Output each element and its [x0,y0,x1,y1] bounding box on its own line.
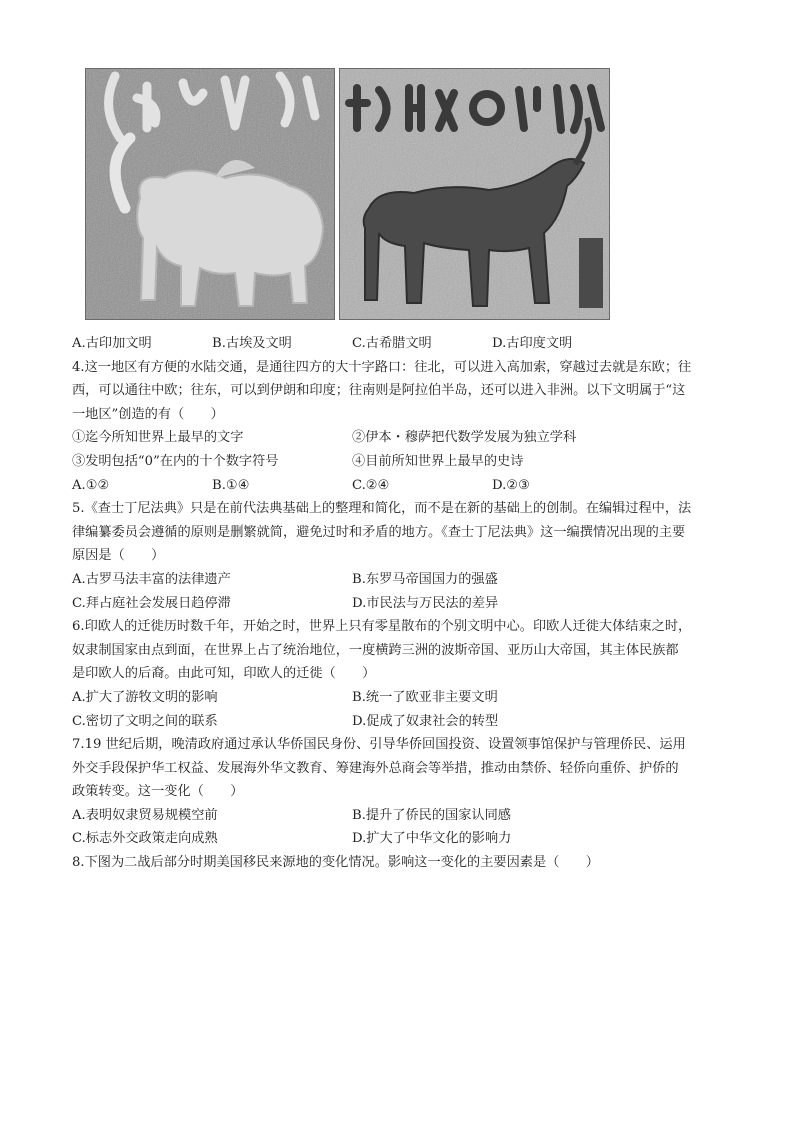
q6-option-b[interactable]: B.统一了欧亚非主要文明 [352,689,498,705]
q5-stem-line: 律编纂委员会遵循的原则是删繁就简，避免过时和矛盾的地方。《查士丁尼法典》这一编撰情况出现的主要 [72,524,686,540]
q6-stem-line: 6.印欧人的迁徙历时数千年，开始之时，世界上只有零星散布的个别文明中心。印欧人迁徙大体结束之时， [72,619,692,635]
q6-stem-line: 奴隶制国家由点到面，在世界上占了统治地位，一度横跨三洲的波斯帝国、亚历山大帝国，其主体民族都 [72,642,679,658]
q7-options-row [72,827,727,851]
q5-option-d[interactable]: D.市民法与万民法的差异 [352,595,499,611]
q6-stem [72,615,727,686]
seal-figure [85,68,610,320]
q6-option-a[interactable]: A.扩大了游牧文明的影响 [72,689,218,705]
q3-option-d[interactable]: D.古印度文明 [492,336,573,351]
q7-options-row [72,804,727,828]
q4-stem-line: 一地区”创造的有（ ） [72,406,224,422]
q5-stem-line: 5.《查士丁尼法典》只是在前代法典基础上的整理和简化，而不是在新的基础上的创制。在编辑过程中，法 [72,501,692,517]
right-seal-image [339,68,610,320]
q7-stem-line: 外交手段保护华工权益、发展海外华文教育、筹建海外总商会等举措，推动由禁侨、轻侨向重侨、护侨的 [72,760,679,776]
q5-stem [72,497,727,568]
left-seal-image [85,68,335,320]
q7-option-c[interactable]: C.标志外交政策走向成熟 [72,831,218,847]
q5-options-row [72,568,727,592]
q5-stem-line: 原因是（ ） [72,548,165,564]
q3-option-b[interactable]: B.古埃及文明 [212,336,292,351]
q7-stem-line: 7.19 世纪后期，晚清政府通过承认华侨国民身份、引导华侨回国投资、设置领事馆保护与管理侨民、运用 [72,737,686,753]
q6-option-d[interactable]: D.促成了奴隶社会的转型 [352,713,499,729]
q4-statements-row [72,426,727,450]
q7-stem-line: 政策转变。这一变化（ ） [72,784,244,800]
q4-option-d[interactable]: D.②③ [492,477,530,493]
q4-option-a[interactable]: A.①② [72,477,110,493]
q5-option-a[interactable]: A.古罗马法丰富的法律遗产 [72,571,231,587]
q4-statement-4: ④目前所知世界上最早的史诗 [352,453,524,469]
q4-statement-2: ②伊本・穆萨把代数学发展为独立学科 [352,430,577,446]
q7-stem [72,733,727,804]
q3-option-a[interactable]: A.古印加文明 [72,336,152,351]
question-text [72,332,727,875]
q5-options-row [72,592,727,616]
q8-stem [72,851,727,875]
q4-stem-line: 西，可以通往中欧；往东，可以到伊朗和印度；往南则是阿拉伯半岛，还可以进入非洲。以下文明属于“这 [72,383,686,399]
q7-option-b[interactable]: B.提升了侨民的国家认同感 [352,807,511,823]
q6-stem-line: 是印欧人的后裔。由此可知，印欧人的迁徙（ ） [72,666,376,682]
q4-statements-row [72,450,727,474]
q8-stem-line: 8.下图为二战后部分时期美国移民来源地的变化情况。影响这一变化的主要因素是（ ） [72,855,599,871]
q4-statement-1: ①迄今所知世界上最早的文字 [72,430,244,446]
q7-option-d[interactable]: D.扩大了中华文化的影响力 [352,831,512,847]
q3-option-c[interactable]: C.古希腊文明 [352,336,432,351]
q4-option-c[interactable]: C.②④ [352,477,390,493]
q6-options-row [72,686,727,710]
q4-stem-line: 4.这一地区有方便的水陆交通，是通往四方的大十字路口：往北，可以进入高加索，穿越过去就是东欧；往 [72,359,692,375]
q4-statement-3: ③发明包括“0”在内的十个数字符号 [72,453,279,469]
q3-options [72,332,727,356]
q4-options [72,474,727,498]
q6-option-c[interactable]: C.密切了文明之间的联系 [72,713,218,729]
q5-option-b[interactable]: B.东罗马帝国国力的强盛 [352,571,498,587]
q4-option-b[interactable]: B.①④ [212,477,250,493]
q7-option-a[interactable]: A.表明奴隶贸易规模空前 [72,807,218,823]
q4-stem [72,356,727,427]
q6-options-row [72,710,727,734]
q5-option-c[interactable]: C.拜占庭社会发展日趋停滞 [72,595,231,611]
